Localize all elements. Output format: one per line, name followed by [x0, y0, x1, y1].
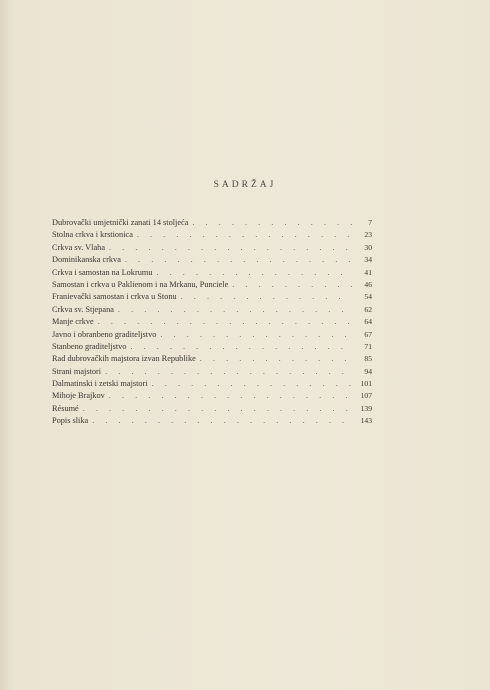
toc-entry — [52, 267, 372, 279]
toc-page-number: 41 — [364, 267, 372, 277]
toc-page-number: 7 — [368, 218, 372, 227]
dot-leader — [130, 341, 352, 353]
toc-page-number: 62 — [364, 304, 372, 314]
toc-page-number: 34 — [364, 255, 372, 265]
dot-leader — [105, 366, 352, 378]
toc-entry-label: Mihoje Brajkov — [52, 391, 105, 401]
dot-leader — [137, 229, 352, 241]
toc-entry-label: Franievački samostan i crkva u Stonu — [52, 292, 177, 302]
toc-entry-label: Résumé — [52, 403, 79, 413]
dot-leader — [109, 390, 352, 402]
toc-entry-label: Samostan i crkva u Paklienom i na Mrkanu, Punciele — [52, 279, 229, 289]
toc-entry-label: Crkva i samostan na Lokrumu — [52, 267, 153, 277]
toc-page-number: 139 — [360, 403, 372, 413]
dot-leader — [118, 304, 352, 316]
dot-leader — [200, 353, 352, 365]
toc-entry — [52, 279, 372, 291]
dot-leader — [232, 279, 352, 291]
toc-page-number: 143 — [360, 416, 372, 426]
toc-entry-label: Popis slika — [52, 416, 89, 426]
dot-leader — [152, 378, 352, 390]
toc-entry-label: Manje crkve — [52, 317, 94, 327]
toc-page-number: 64 — [364, 317, 372, 327]
toc-page-number: 67 — [364, 329, 372, 339]
toc-entry-label: Strani majstori — [52, 366, 102, 376]
table-of-contents — [52, 217, 372, 428]
dot-leader — [160, 329, 352, 341]
dot-leader — [83, 403, 352, 415]
toc-page-number: 54 — [364, 292, 372, 302]
toc-page-number: 30 — [364, 242, 372, 252]
toc-page-number: 46 — [364, 279, 372, 289]
toc-entry — [52, 304, 372, 316]
toc-entry — [52, 229, 372, 241]
toc-entry-label: Crkva sv. Vlaha — [52, 242, 105, 252]
page-title: SADRŽAJ — [213, 180, 277, 190]
toc-entry — [52, 366, 372, 378]
dot-leader — [156, 267, 352, 279]
toc-entry — [52, 415, 372, 427]
toc-entry-label: Stanbeno graditeljstvo — [52, 341, 127, 351]
toc-page-number: 94 — [364, 366, 372, 376]
toc-entry-label: Stolna crkva i krstionica — [52, 230, 133, 240]
toc-entry-label: Javno i obranbeno graditeljstvo — [52, 329, 157, 339]
toc-entry — [52, 254, 372, 266]
toc-entry — [52, 378, 372, 390]
toc-entry — [52, 291, 372, 303]
dot-leader — [98, 316, 352, 328]
toc-entry-label: Dalmatinski i zetski majstori — [52, 379, 148, 389]
toc-entry — [52, 242, 372, 254]
toc-entry — [52, 353, 372, 365]
toc-entry — [52, 403, 372, 415]
toc-page-number: 85 — [364, 354, 372, 364]
toc-entry — [52, 316, 372, 328]
toc-entry — [52, 217, 372, 229]
toc-entry-label: Crkva sv. Stjepana — [52, 304, 114, 314]
toc-entry-label: Rad dubrovačkih majstora izvan Republike — [52, 354, 196, 364]
toc-entry-label: Dubrovački umjetnički zanati 14 stoljeća — [52, 218, 189, 227]
dot-leader — [92, 415, 352, 427]
toc-page-number: 101 — [360, 379, 372, 389]
toc-page-number: 107 — [360, 391, 372, 401]
dot-leader — [109, 242, 352, 254]
dot-leader — [125, 254, 352, 266]
dot-leader — [192, 217, 352, 229]
toc-entry — [52, 329, 372, 341]
toc-entry — [52, 341, 372, 353]
toc-page-number: 71 — [364, 341, 372, 351]
toc-entry — [52, 390, 372, 402]
toc-entry-label: Dominikanska crkva — [52, 255, 121, 265]
dot-leader — [181, 291, 352, 303]
toc-page-number: 23 — [364, 230, 372, 240]
